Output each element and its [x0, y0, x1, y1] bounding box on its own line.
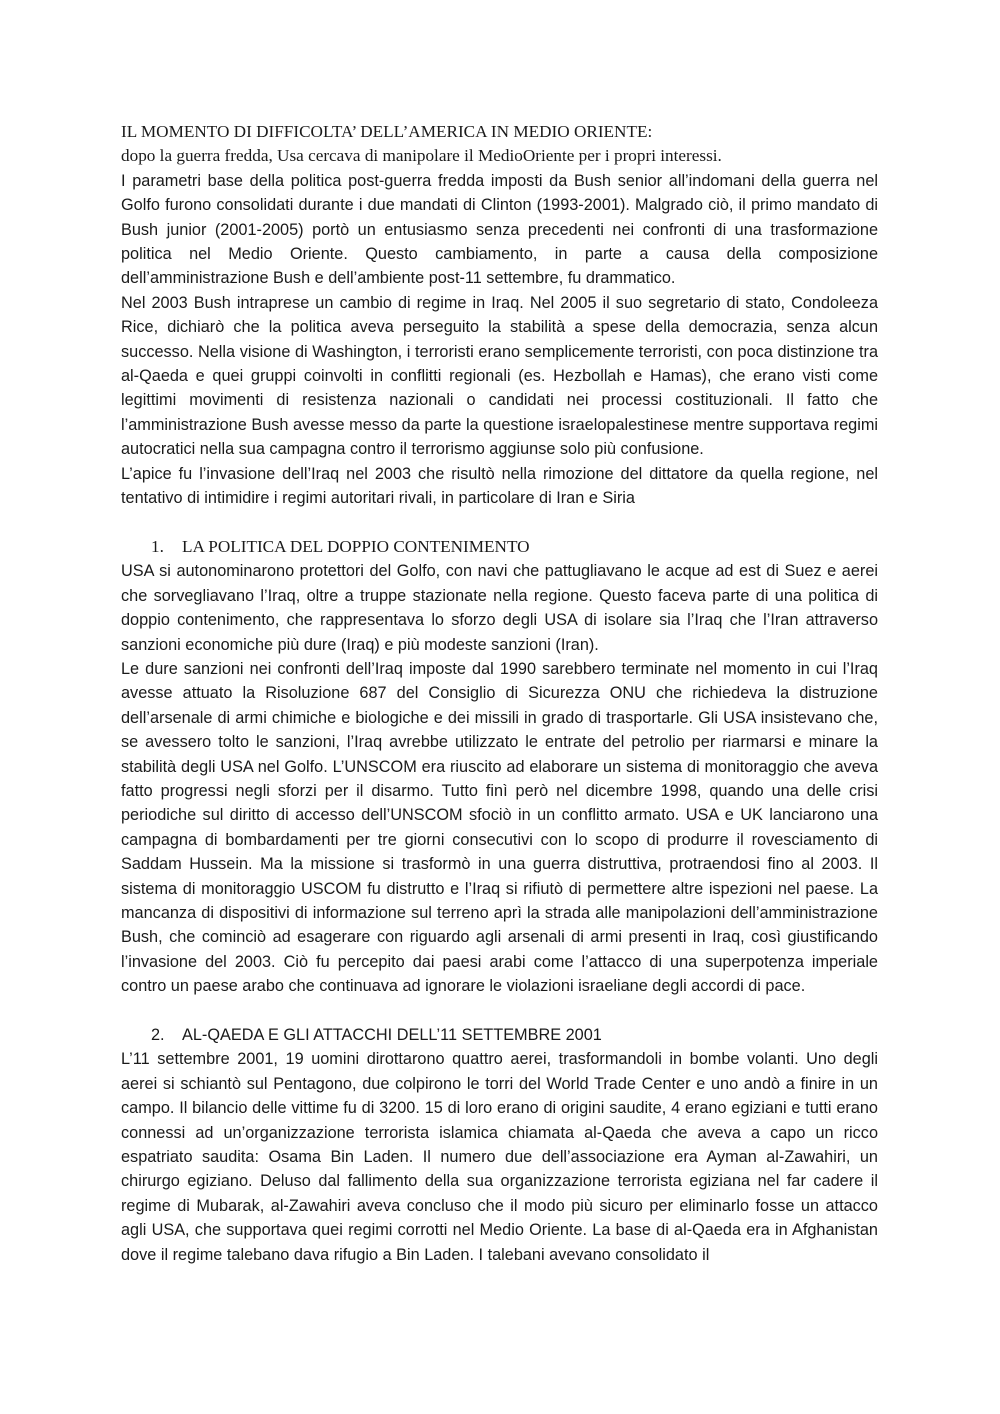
section-heading [121, 535, 878, 559]
section-paragraph: USA si autonominarono protettori del Golfo, con navi che pattugliavano le acque ad est di Suez e aerei che sorvegliavano l’Iraq, oltre a truppe stazionate nella regione. Questo faceva parte di una politica di doppio contenimento, che rappresentava lo sforzo degli USA di isolare sia l’Iraq che l’Iran attraverso sanzioni economiche più dure (Iraq) e più modeste sanzioni (Iran). [121, 562, 878, 654]
blank-line [121, 999, 878, 1023]
section-paragraph: L’11 settembre 2001, 19 uomini dirottarono quattro aerei, trasformandoli in bombe volanti. Uno degli aerei si schiantò sul Pentagono, due colpirono le torri del World Trade Center e uno andò a finire in un campo. Il bilancio delle vittime fu di 3200. 15 di loro erano di origini saudite, 4 erano egiziani e tutti erano connessi ad un’organizzazione terrorista islamica chiamata al-Qaeda che aveva a capo un ricco espatriato saudita: Osama Bin Laden. Il numero due dell’associazione era Ayman al-Zawahiri, un chirurgo egiziano. Deluso dal fallimento della sua organizzazione terrorista egiziana nel far cadere il regime di Mubarak, al-Zawahiri aveva concluso che il modo più sicuro per eliminarlo fosse un attacco agli USA, che supportava quei regimi corrotti nel Medio Oriente. La base di al-Qaeda era in Afghanistan dove il regime talebano dava rifugio a Bin Laden. I talebani avevano consolidato il [121, 1050, 878, 1264]
section-title: LA POLITICA DEL DOPPIO CONTENIMENTO [182, 536, 530, 556]
intro-paragraph: I parametri base della politica post-guerra fredda imposti da Bush senior all’indomani della guerra nel Golfo furono consolidati durante i due mandati di Clinton (1993-2001). Malgrado ciò, il primo mandato di Bush junior (2001-2005) portò un entusiasmo senza precedenti nei confronti di una trasformazione politica nel Medio Oriente. Questo cambiamento, in parte a causa della composizione dell’amministrazione Bush e dell’ambiente post-11 settembre, fu drammatico. [121, 171, 878, 288]
section-heading [121, 1023, 878, 1047]
blank-line [121, 511, 878, 535]
intro-paragraph: Nel 2003 Bush intraprese un cambio di regime in Iraq. Nel 2005 il suo segretario di stato, Condoleeza Rice, dichiarò che la politica aveva perseguito la stabilità a spese della democrazia, senza alcun successo. Nella visione di Washington, i terroristi erano semplicemente terroristi, con poca distinzione tra al-Qaeda e quei gruppi coinvolti in conflitti regionali (es. Hezbollah e Hamas), che erano visti come legittimi movimenti di resistenza nazionali o candidati nei processi costituzionali. Il fatto che l’amministrazione Bush avesse messo da parte la questione israelopalestinese mentre supportava regimi autocratici nella sua campagna contro il terrorismo aggiunse solo più confusione. [121, 293, 878, 459]
section-number: 1. [151, 536, 164, 556]
document-subtitle: dopo la guerra fredda, Usa cercava di manipolare il MedioOriente per i propri interessi. [121, 146, 722, 166]
intro-paragraph: L’apice fu l’invasione dell’Iraq nel 2003 che risultò nella rimozione del dittatore da quella regione, nel tentativo di intimidire i regimi autoritari rivali, in particolare di Iran e Siria [121, 464, 878, 508]
section-number: 2. [151, 1026, 165, 1044]
document-title: IL MOMENTO DI DIFFICOLTA’ DELL’AMERICA IN MEDIO ORIENTE: [121, 122, 653, 141]
document-body [121, 120, 878, 1267]
section-paragraph: Le dure sanzioni nei confronti dell’Iraq imposte dal 1990 sarebbero terminate nel momento in cui l’Iraq avesse attuato la Risoluzione 687 del Consiglio di Sicurezza ONU che richiedeva la distruzione dell’arsenale di armi chimiche e biologiche e dei missili in grado di trasportarle. Gli USA insistevano che, se avessero tolto le sanzioni, l’Iraq avrebbe utilizzato le entrate del petrolio per riarmarsi e minare la stabilità degli USA nel Golfo. L’UNSCOM era riuscito ad elaborare un sistema di monitoraggio che aveva fatto progressi negli sforzi per il disarmo. Tutto finì però nel dicembre 1998, quando una delle crisi periodiche sul diritto di accesso dell’UNSCOM sfociò in un conflitto armato. USA e UK lanciarono una campagna di bombardamenti per tre giorni consecutivi con lo scopo di produrre il rovesciamento di Saddam Hussein. Ma la missione si trasformò in una guerra distruttiva, protraendosi fino al 2003. Il sistema di monitoraggio USCOM fu distrutto e l’Iraq si rifiutò di permettere altre ispezioni nel paese. La mancanza di dispositivi di informazione sul terreno aprì la strada alle manipolazioni dell’amministrazione Bush, che cominciò ad esagerare con riguardo agli arsenali di armi presenti in Iraq, così giustificando l’invasione del 2003. Ciò fu percepito dai paesi arabi come l’attacco di una superpotenza imperiale contro un paese arabo che continuava ad ignorare le violazioni israeliane degli accordi di pace. [121, 659, 878, 996]
section-title: AL-QAEDA E GLI ATTACCHI DELL’11 SETTEMBRE 2001 [182, 1026, 602, 1044]
